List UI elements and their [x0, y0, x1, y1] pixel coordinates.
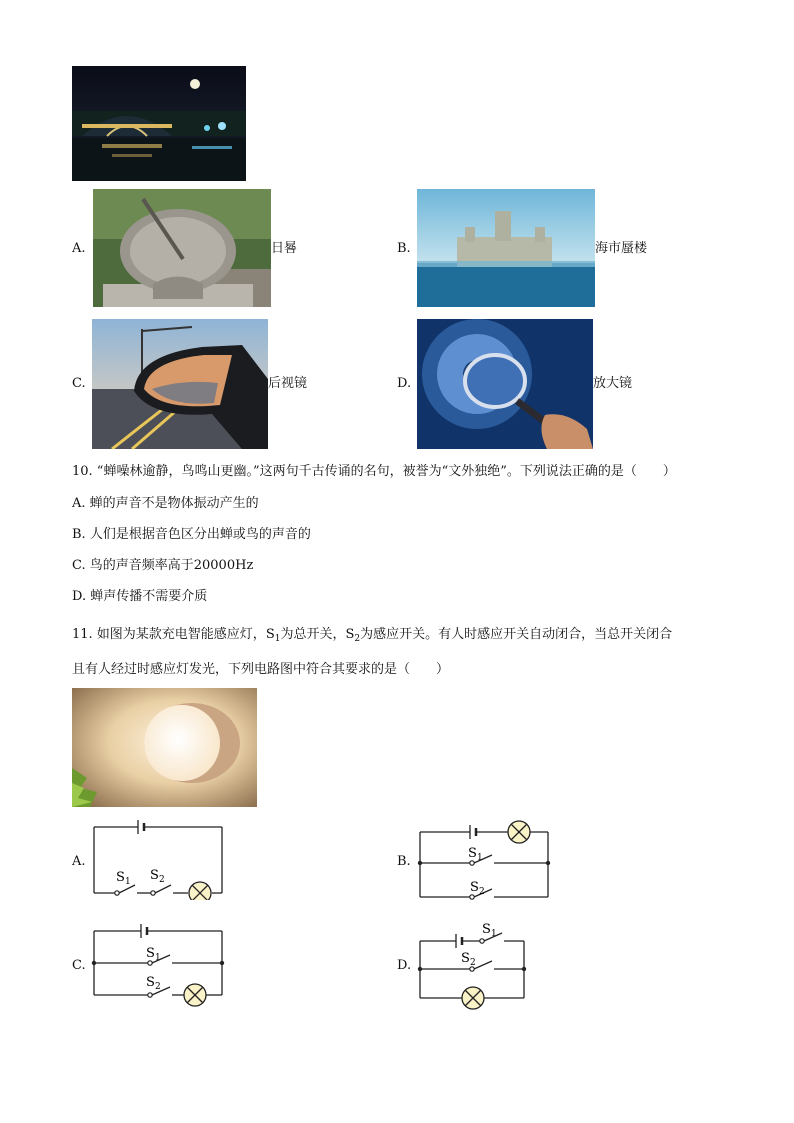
magnifier-photo — [417, 319, 593, 449]
circuit-b-s1-sub: 1 — [477, 853, 483, 863]
q11-stem-part2: 为总开关， — [280, 627, 346, 642]
q9-option-a-letter: A. — [72, 241, 86, 256]
q11-stem-line2: 且有人经过时感应灯发光，下列电路图中符合其要求的是（ ） — [72, 662, 450, 677]
circuit-b-s1-letter: S — [468, 846, 477, 861]
q11-option-c-letter: C. — [72, 958, 86, 973]
q11-option-a-letter: A. — [72, 854, 86, 869]
circuit-b-s2-letter: S — [470, 880, 479, 895]
circuit-d-s2-sub: 2 — [470, 958, 476, 968]
rearview-mirror-photo — [92, 319, 268, 449]
circuit-b-s2-sub: 2 — [479, 887, 485, 897]
q9-option-b-letter: B. — [397, 241, 411, 256]
q9-option-c-letter: C. — [72, 376, 86, 391]
q9-option-d-letter: D. — [397, 376, 412, 391]
circuit-d-s2-letter: S — [461, 951, 470, 966]
circuit-d — [414, 918, 534, 1013]
q11-stem-part1: 11. 如图为某款充电智能感应灯， — [72, 627, 266, 642]
circuit-b — [414, 815, 554, 905]
circuit-c — [88, 920, 228, 1010]
q9-option-b-caption: 海市蜃楼 — [595, 241, 648, 256]
q11-stem-sub2: 2 — [354, 634, 361, 644]
circuit-d-s1-sub: 1 — [491, 929, 497, 939]
induction-lamp-photo — [72, 688, 257, 807]
q9-option-a-caption: 日晷 — [271, 241, 298, 256]
circuit-c-s1-sub: 1 — [155, 953, 161, 963]
circuit-a-s1-letter: S — [116, 870, 125, 885]
q9-option-c-caption: 后视镜 — [268, 376, 308, 391]
circuit-a — [88, 815, 228, 900]
q11-option-d-letter: D. — [397, 958, 412, 973]
circuit-a-s1-sub: 1 — [125, 877, 131, 887]
q10-stem: 10. “蝉噪林逾静，鸟鸣山更幽。”这两句千古传诵的名句，被誉为“文外独绝”。下列说法正确的是（ ） — [72, 464, 676, 479]
q11-stem-s2: S — [345, 627, 355, 642]
circuit-d-s1-letter: S — [482, 922, 491, 937]
q11-stem-line1 — [72, 627, 672, 647]
circuit-a-s2-letter: S — [150, 868, 159, 883]
circuit-a-s2-sub: 2 — [159, 875, 165, 885]
q11-stem-s1: S — [265, 627, 275, 642]
sundial-photo — [93, 189, 271, 307]
q11-stem-part3: 为感应开关。有人时感应开关自动闭合，当总开关闭合 — [360, 627, 673, 642]
circuit-c-s2-sub: 2 — [155, 982, 161, 992]
q11-stem-sub1: 1 — [274, 634, 281, 644]
q11-option-b-letter: B. — [397, 854, 411, 869]
circuit-c-s2-letter: S — [146, 975, 155, 990]
night-bridge-photo — [72, 66, 246, 181]
circuit-c-s1-letter: S — [146, 946, 155, 961]
q10-option-d: D. 蝉声传播不需要介质 — [72, 589, 208, 604]
mirage-photo — [417, 189, 595, 307]
q10-option-a: A. 蝉的声音不是物体振动产生的 — [72, 496, 259, 511]
q9-option-d-caption: 放大镜 — [593, 376, 633, 391]
q10-option-b: B. 人们是根据音色区分出蝉或鸟的声音的 — [72, 527, 311, 542]
q10-option-c: C. 鸟的声音频率高于20000Hz — [72, 558, 254, 573]
